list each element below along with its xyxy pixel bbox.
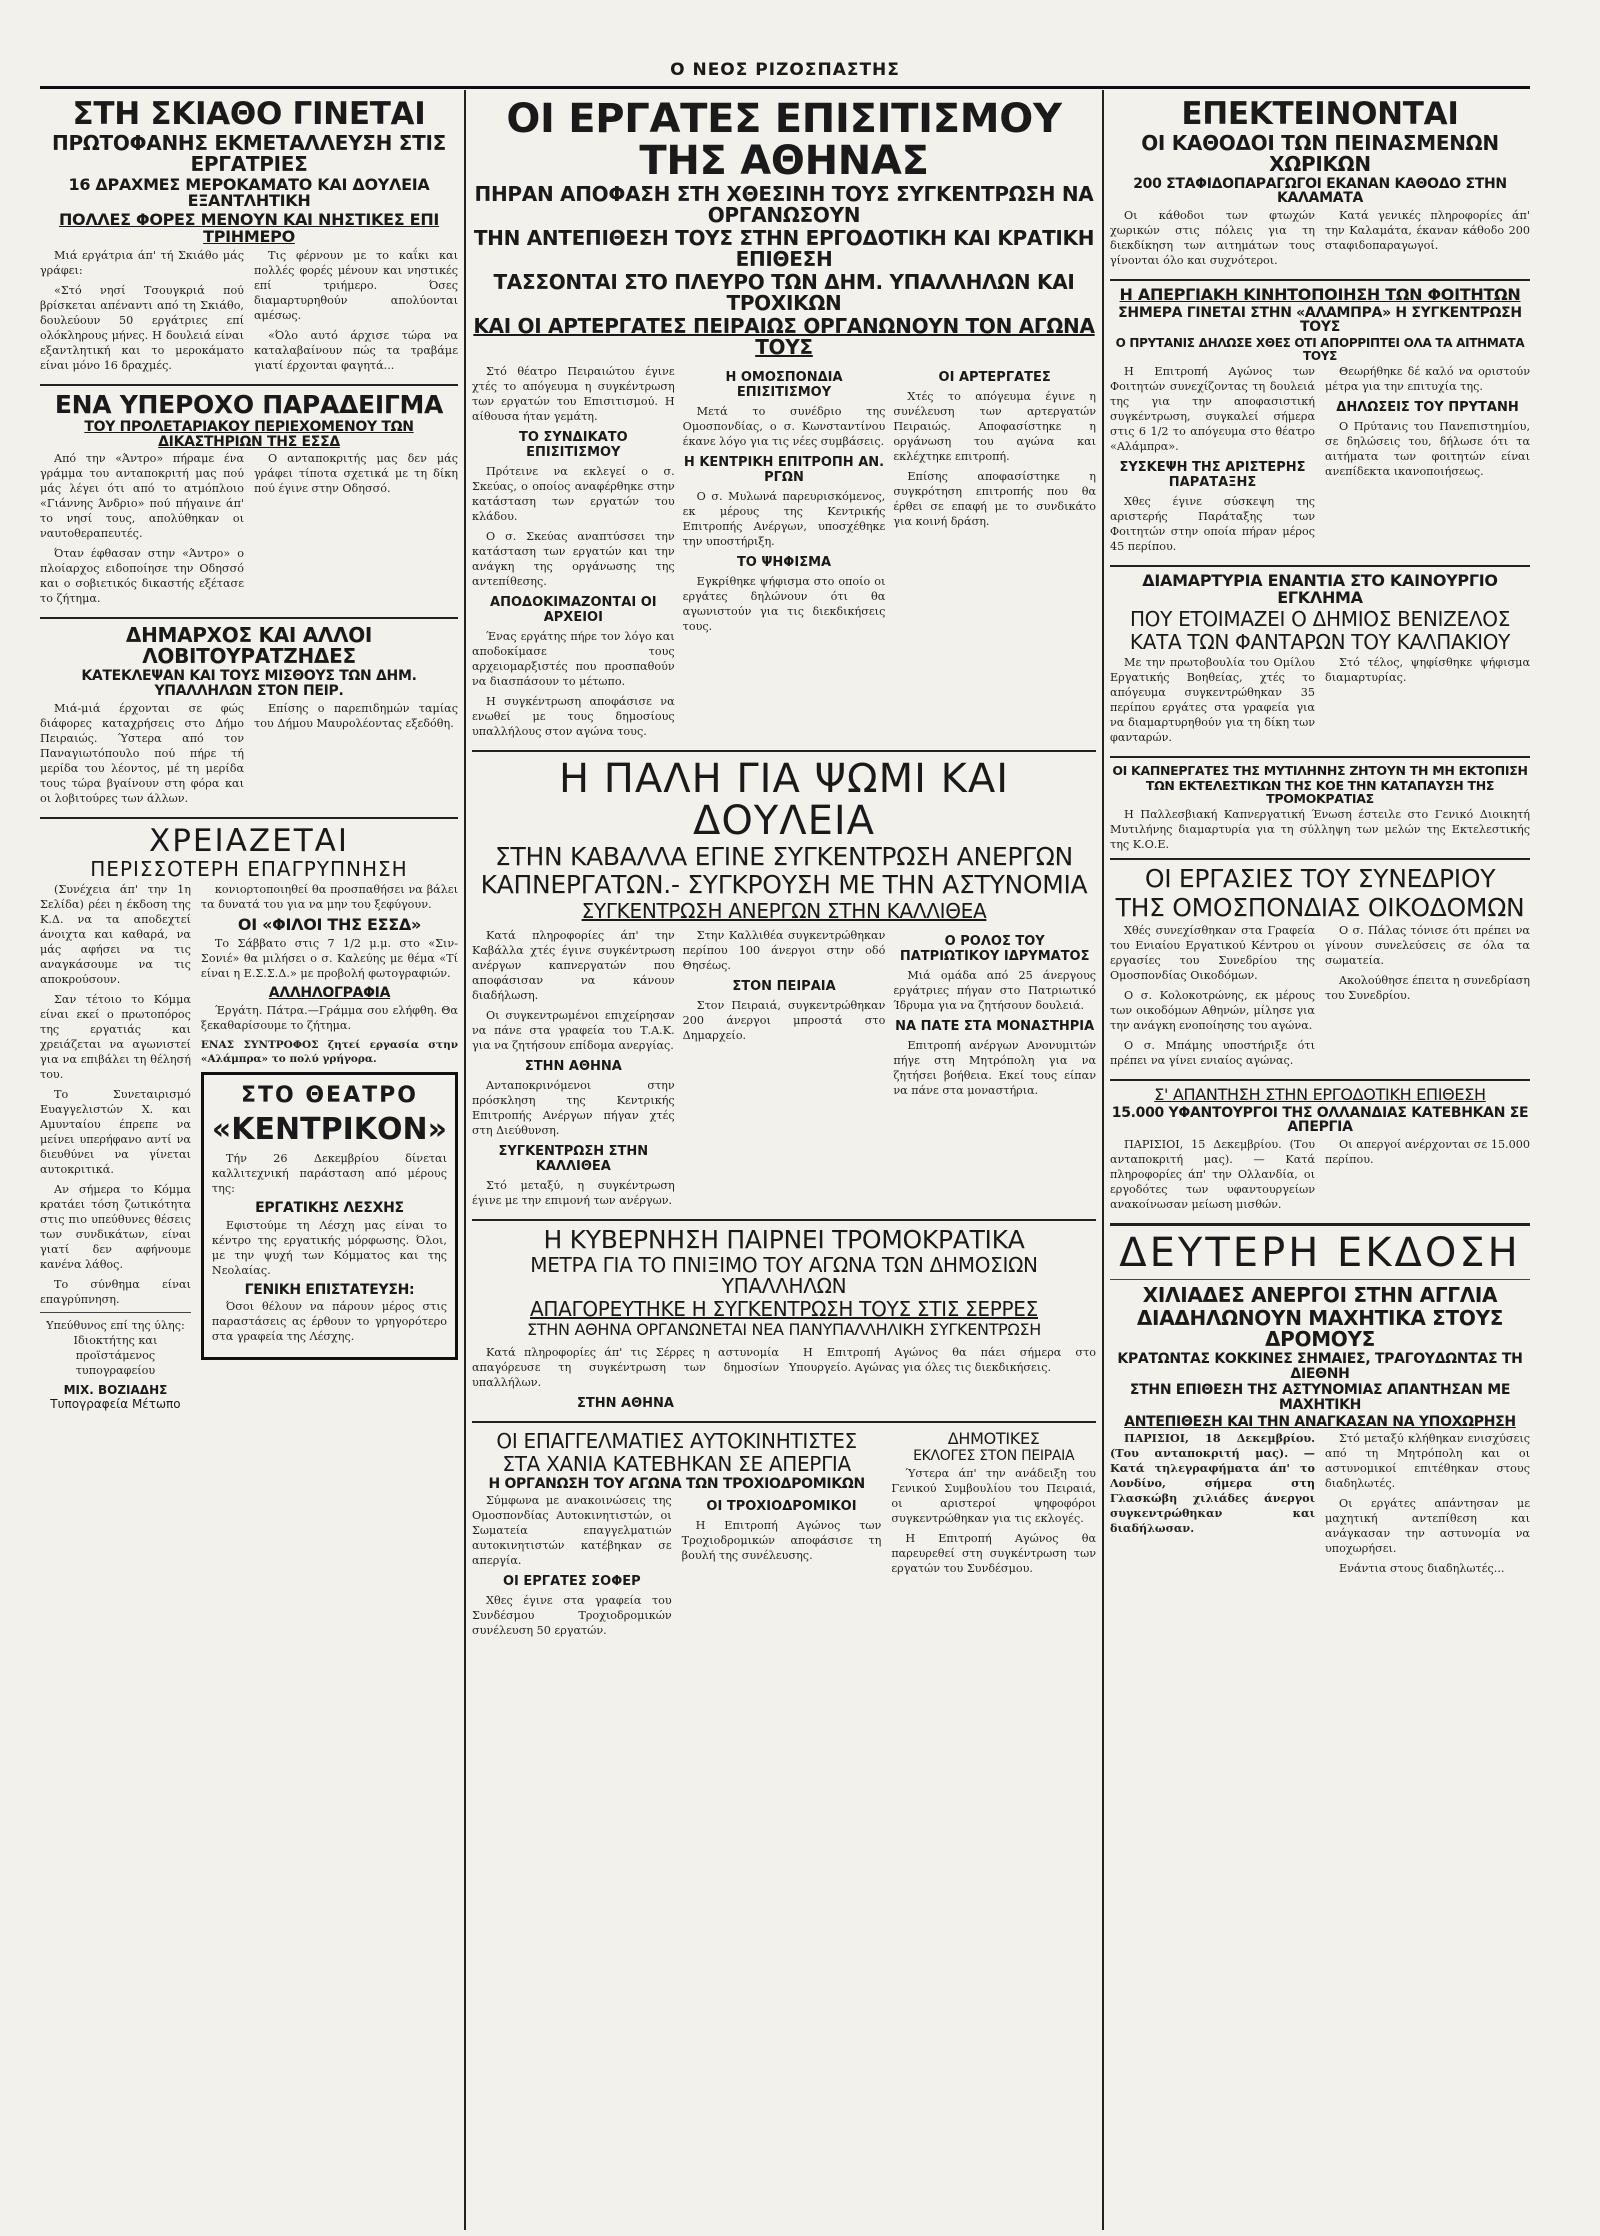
subheading: ΤΟ ΨΗΦΙΣΜΑ	[736, 555, 832, 570]
article-mytilene	[1110, 764, 1530, 852]
article-elections	[891, 1429, 1096, 1644]
paragraph: Μετά το συνέδριο της Ομοσπονδίας, ο σ. Κωνσταντίνου έκανε λόγο για τις νέες συμβάσεις.	[682, 405, 886, 448]
headline: ΕΡΓΑΤΙΚΗΣ ΛΕΣΧΗΣ	[255, 1199, 404, 1216]
headline: ΣΤΗΝ ΑΘΗΝΑ ΟΡΓΑΝΩΝΕΤΑΙ ΝΕΑ ΠΑΝΥΠΑΛΛΗΛΙΚΗ ΣΥΓΚΕΝΤΡΩΣΗ	[527, 1319, 1041, 1339]
paragraph: Η Επιτροπή Αγώνος των Φοιτητών συνεχίζοντας τη δουλειά της για την αποφασιστική συγκέντρωση, συγκαλεί σήμερα στις 6 1/2 το απόγευμα στο θέατρο «Αλάμπρα».	[1110, 365, 1315, 454]
paragraph: ΠΑΡΙΣΙΟΙ, 18 Δεκεμβρίου. (Του ανταποκριτή μας). — Κατά τηλεγραφήματα άπ' το Λονδίνο, σήμερα στη Γλασκώβη χιλιάδες άνεργοι συγκεντρώθηκαν και διαδήλωσαν.	[1110, 1431, 1315, 1536]
subheading: ΑΠΟΔΟΚΙΜΑΖΟΝΤΑΙ ΟΙ ΑΡΧΕΙΟΙ	[490, 595, 657, 625]
headline: ΚΑΙ ΟΙ ΑΡΤΕΡΓΑΤΕΣ ΠΕΙΡΑΙΩΣ ΟΡΓΑΝΩΝΟΥΝ ΤΟΝ ΑΓΩΝΑ ΤΟΥΣ	[473, 314, 1095, 359]
article-students	[1110, 284, 1530, 559]
imprint-printer: Τυπογραφεία Μέτωπο	[50, 1397, 181, 1412]
paragraph: Οι απεργοί ανέρχονται σε 15.000 περίπου.	[1325, 1137, 1530, 1166]
paragraph: Οι εργάτες απάντησαν με μαχητική αντεπίθεση και ανάγκασαν την αστυνομία να υποχωρήσει.	[1325, 1497, 1530, 1556]
paragraph: Ενάντια στους διαδηλωτές...	[1339, 1562, 1505, 1576]
headline: ΑΛΛΗΛΟΓΡΑΦΙΑ	[268, 985, 391, 1002]
paragraph: Στην Καλλιθέα συγκεντρώθηκαν περίπου 100 άνεργοι στην οδό Θησέως.	[682, 928, 886, 972]
divider	[40, 384, 458, 386]
paragraph: Κατά πληροφορίες άπ' την Καβάλλα χτές έγινε συγκέντρωση ανέργων καπνεργατών που αποφάσισαν να κάνουν διαδήλωση.	[472, 928, 675, 1002]
paragraph: (Συνέχεια άπ' την 1η Σελίδα) ρέει η έκδοση της Κ.Δ. να τα αποδεχτεί άνοιχτα και καθαρά, να μάς αφήσει να τις αναγκάσουμε να τις αποκρούσουν.	[40, 883, 191, 987]
article-drivers	[472, 1429, 881, 1644]
headline: Η ΟΡΓΑΝΩΣΗ ΤΟΥ ΑΓΩΝΑ ΤΩΝ ΤΡΟΧΙΟΔΡΟΜΙΚΩΝ	[488, 1475, 865, 1492]
paragraph: Μιά ομάδα από 25 άνεργους εργάτριες πήγαν στο Πατριωτικό Ίδρυμα για να ζητήσουν δουλειά.	[893, 968, 1096, 1012]
paragraph: κονιορτοποιηθεί θα προσπαθήσει να βάλει τα δυνατά του για να μην του ξεφύγουν.	[200, 883, 458, 912]
headline: ΤΗΣ ΟΜΟΣΠΟΝΔΙΑΣ ΟΙΚΟΔΟΜΩΝ	[1115, 892, 1525, 922]
column-rule-right	[1102, 90, 1104, 2230]
headline: 200 ΣΤΑΦΙΔΟΠΑΡΑΓΩΓΟΙ ΕΚΑΝΑΝ ΚΑΘΟΔΟ ΣΤΗΝ ΚΑΛΑΜΑΤΑ	[1133, 175, 1507, 207]
subheading: Η ΚΕΝΤΡΙΚΗ ΕΠΙΤΡΟΠΗ ΑΝ. ΡΓΩΝ	[683, 455, 885, 485]
divider	[472, 750, 1096, 752]
paragraph: Ακολούθησε έπειτα η συνεδρίαση του Συνεδρίου.	[1325, 973, 1530, 1002]
subheading: ΟΙ ΑΡΤΕΡΓΑΤΕΣ	[938, 370, 1051, 385]
headline: ΣΤΗΝ ΚΑΒΑΛΛΑ ΕΓΙΝΕ ΣΥΓΚΕΝΤΡΩΣΗ ΑΝΕΡΓΩΝ	[495, 842, 1073, 871]
article-vigilance	[40, 822, 458, 1412]
paragraph: ΠΑΡΙΣΙΟΙ, 15 Δεκεμβρίου. (Του ανταποκριτή μας). — Κατά πληροφορίες άπ' την Ολλανδία, οι εργοδότες των υφαντουργείων ανακοίνωσαν μείωση μισθών.	[1110, 1137, 1315, 1211]
subheading: ΣΤΗΝ ΑΘΗΝΑ	[524, 1058, 622, 1074]
paragraph: Επίσης ο παρεπιδημών ταμίας του Δήμου Μαυρολέοντας εξεδόθη.	[254, 701, 458, 730]
article-peasants	[1110, 98, 1530, 273]
headline: Σ' ΑΠΑΝΤΗΣΗ ΣΤΗΝ ΕΡΓΟΔΟΤΙΚΗ ΕΠΙΘΕΣΗ	[1154, 1084, 1486, 1104]
headline: ΟΙ ΚΑΠΝΕΡΓΑΤΕΣ ΤΗΣ ΜΥΤΙΛΗΝΗΣ ΖΗΤΟΥΝ ΤΗ ΜΗ ΕΚΤΟΠΙΣΗ	[1112, 762, 1528, 778]
paragraph: Στό μεταξύ κλήθηκαν ενισχύσεις από τη Μητρόπολη και οι αστυνομικοί επιτέθηκαν στους διαδηλωτές.	[1325, 1432, 1530, 1491]
subheading: ΣΤΗΝ ΑΘΗΝΑ	[577, 1395, 674, 1411]
paragraph: Στό μεταξύ, η συγκέντρωση έγινε με την επιμονή των ανέργων.	[472, 1178, 675, 1207]
headline: ΑΝΤΕΠΙΘΕΣΗ ΚΑΙ ΤΗΝ ΑΝΑΓΚΑΣΑΝ ΝΑ ΥΠΟΧΩΡΗΣΗ	[1124, 1413, 1516, 1430]
edition-headline: ΔΕΥΤΕΡΗ ΕΚΔΟΣΗ	[1119, 1229, 1521, 1276]
subheading: ΝΑ ΠΑΤΕ ΣΤΑ ΜΟΝΑΣΤΗΡΙΑ	[895, 1018, 1095, 1034]
paragraph: Ο ανταποκριτής μας δεν μάς γράφει τίποτα σχετικά με τη δίκη πού έγινε στην Οδησσό.	[254, 452, 458, 496]
paragraph: Κατά γενικές πληροφορίες άπ' την Καλαμάτα, έκαναν κάθοδο 200 σταφιδοπαραγωγοί.	[1325, 208, 1530, 252]
paragraph: Σαν τέτοιο το Κόμμα είναι εκεί ο πρωτοπόρος της εργατιάς και χρειάζεται να αγωνιστεί για να επιβάλει τη θέλησή του.	[40, 993, 191, 1082]
subheading: Η ΟΜΟΣΠΟΝΔΙΑ ΕΠΙΣΙΤΙΣΜΟΥ	[725, 370, 843, 400]
paragraph: Μιά-μιά έρχονται σε φώς διάφορες καταχρήσεις στο Δήμο Πειραιώς. Ύστερα από τον Παναγιωτόπουλο πού πήρε τή μερίδα του λέοντος, μέ τη μερίδα τους τώρα βγαίνουν στη φόρα και οι λοβιτούρες των άλλων.	[40, 701, 244, 805]
divider	[1110, 858, 1530, 860]
paragraph: Πρότεινε να εκλεγεί ο σ. Σκεύας, ο οποίος αναφέρθηκε στην κατάσταση των εργατών του κλάδου.	[472, 465, 675, 523]
subheading: ΤΟ ΣΥΝΔΙΚΑΤΟ ΕΠΙΣΙΤΙΣΜΟΥ	[519, 430, 628, 460]
divider	[40, 617, 458, 619]
imprint-label: Υπεύθυνος επί της ύλης: Ιδιοκτήτης και προϊστάμενος τυπογραφείου	[46, 1319, 185, 1378]
paragraph: Αν σήμερα το Κόμμα κρατάει τόση ζωτικότητα στις πιο υπεύθυνες θέσεις των συνδικάτων, είναι γιατί δεν αφήνουμε κανένα λάθος.	[40, 1183, 191, 1272]
paragraph: Επιτροπή ανέργων Ανονυμιτών πήγε στη Μητρόπολη για να ζητήσει βοήθεια. Εκεί τους είπαν να πάνε στα μοναστήρια.	[893, 1038, 1096, 1097]
headline: ΚΑΤΑ ΤΩΝ ΦΑΝΤΑΡΩΝ ΤΟΥ ΚΑΛΠΑΚΙΟΥ	[1129, 629, 1511, 654]
headline: ΣΤΑ ΧΑΝΙΑ ΚΑΤΕΒΗΚΑΝ ΣΕ ΑΠΕΡΓΙΑ	[502, 1451, 851, 1476]
paragraph: Ο σ. Μυλωνά παρευρισκόμενος, εκ μέρους της Κεντρικής Επιτροπής Ανέργων, υποσχέθηκε την υποστήριξη.	[682, 490, 886, 548]
paragraph: Χτές το απόγευμα έγινε η συνέλευση των αρτεργατών Πειραιώς. Αποφασίστηκε η οργάνωση του αγώνα και εκλέχτηκε επιτροπή.	[893, 390, 1096, 463]
paragraph: Θεωρήθηκε δέ καλό να οριστούν μέτρα για την επιτυχία της.	[1325, 365, 1530, 394]
headline: ΔΙΑΔΗΛΩΝΟΥΝ ΜΑΧΗΤΙΚΑ ΣΤΟΥΣ ΔΡΟΜΟΥΣ	[1136, 1305, 1504, 1351]
headline: ΟΙ ΕΠΑΓΓΕΛΜΑΤΙΕΣ ΑΥΤΟΚΙΝΗΤΙΣΤΕΣ	[496, 1428, 857, 1453]
headline: ΠΕΡΙΣΣΟΤΕΡΗ ΕΠΑΓΡΥΠΝΗΣΗ	[90, 857, 408, 882]
headline: ΤΗΝ ΑΝΤΕΠΙΘΕΣΗ ΤΟΥΣ ΣΤΗΝ ΕΡΓΟΔΟΤΙΚΗ ΚΑΙ ΚΡΑΤΙΚΗ ΕΠΙΘΕΣΗ	[473, 226, 1095, 271]
headline: ΤΑΣΣΟΝΤΑΙ ΣΤΟ ΠΛΕΥΡΟ ΤΩΝ ΔΗΜ. ΥΠΑΛΛΗΛΩΝ ΚΑΙ ΤΡΟΧΙΚΩΝ	[493, 270, 1075, 315]
paragraph: Τήν 26 Δεκεμβρίου δίνεται καλλιτεχνική παράσταση από μέρους της:	[211, 1151, 447, 1195]
headline: ΕΚΛΟΓΕΣ ΣΤΟΝ ΠΕΙΡΑΙΑ	[913, 1448, 1075, 1465]
paragraph: Ένας εργάτης πήρε τον λόγο και αποδοκίμασε τους αρχειομαρξιστές που προσπαθούν να διασπάσουν το μέτωπο.	[472, 630, 675, 688]
paragraph: Η Επιτροπή Αγώνος των Τροχιοδρομικών αποφάσισε τη βουλή της συνέλευσης.	[681, 1519, 882, 1563]
headline: ΧΡΕΙΑΖΕΤΑΙ	[149, 822, 349, 859]
article-builders	[1110, 866, 1530, 1073]
paragraph: Έργάτη. Πάτρα.—Γράμμα σου ελήφθη. Θα ξεκαθαρίσουμε το ζήτημα.	[200, 1003, 458, 1032]
headline: ΚΑΤΕΚΛΕΨΑΝ ΚΑΙ ΤΟΥΣ ΜΙΣΘΟΥΣ ΤΩΝ ΔΗΜ. ΥΠΑΛΛΗΛΩΝ ΣΤΟΝ ΠΕΙΡ.	[81, 668, 417, 700]
headline: ΟΙ ΚΑΘΟΔΟΙ ΤΩΝ ΠΕΙΝΑΣΜΕΝΩΝ ΧΩΡΙΚΩΝ	[1141, 130, 1499, 176]
subheading: ΣΥΓΚΕΝΤΡΩΣΗ ΣΤΗΝ ΚΑΛΛΙΘΕΑ	[498, 1143, 649, 1174]
article-bread-and-work	[472, 758, 1096, 1213]
paragraph: Το σύνθημα είναι επαγρύπνηση.	[40, 1278, 191, 1307]
paragraph: Με την πρωτοβουλία του Ομίλου Εργατικής Βοηθείας, χτές το απόγευμα συγκεντρώθηκαν 35 περίπου εργάτες στα γραφεία για να διαμαρτυρηθούν για τη δίκη των φανταρών.	[1110, 655, 1315, 744]
theatre-box	[201, 1072, 458, 1360]
paragraph: Ύστερα άπ' την ανάδειξη του Γενικού Συμβουλίου του Πειραιά, οι αριστεροί ψηφοφόροι συγκεντρώθηκαν για τις εκλογές.	[891, 1467, 1096, 1526]
paragraph: Το Συνεταιρισμό Ευαγγελιστών Χ. και Αμυνταίου έπρεπε να μείνει υπερήφανο αντί να διευθύνει να γίνεται αυτοκριτικά.	[40, 1088, 191, 1177]
bottom-center-row	[472, 1429, 1096, 1644]
paragraph: Ο σ. Κολοκοτρώνης, εκ μέρους των οικοδόμων Αθηνών, μίλησε για την ανάγκη ενοποίησης του αγώνα.	[1110, 988, 1315, 1032]
headline: ΕΝΑ ΥΠΕΡΟΧΟ ΠΑΡΑΔΕΙΓΜΑ	[54, 389, 444, 419]
paragraph: Στον Πειραιά, συγκεντρώθηκαν 200 άνεργοι μπροστά στο Δημαρχείο.	[682, 998, 886, 1042]
paragraph: Χθές συνεχίσθηκαν στα Γραφεία του Ενιαίου Εργατικού Κέντρου οι εργασίες του Συνεδρίου της Ομοσπονδίας Οικοδόμων.	[1110, 923, 1315, 982]
headline: Η ΚΥΒΕΡΝΗΣΗ ΠΑΙΡΝΕΙ ΤΡΟΜΟΚΡΑΤΙΚΑ	[543, 1224, 1025, 1254]
theatre-name: «ΚΕΝΤΡΙΚΟΝ»	[211, 1111, 447, 1147]
column-rule-left	[464, 90, 466, 2230]
headline: ΣΗΜΕΡΑ ΓΙΝΕΤΑΙ ΣΤΗΝ «ΑΛΑΜΠΡΑ» Η ΣΥΓΚΕΝΤΡΩΣΗ ΤΟΥΣ	[1118, 304, 1522, 336]
headline: ΧΙΛΙΑΔΕΣ ΑΝΕΡΓΟΙ ΣΤΗΝ ΑΓΓΛΙΑ	[1142, 1282, 1498, 1307]
subheading: ΔΗΛΩΣΕΙΣ ΤΟΥ ΠΡΥΤΑΝΗ	[1336, 400, 1519, 416]
paragraph: Ο σ. Πάλας τόνισε ότι πρέπει να γίνουν συνελεύσεις σε όλα τα σωματεία.	[1325, 923, 1530, 967]
subheading: ΣΥΣΚΕΨΗ ΤΗΣ ΑΡΙΣΤΕΡΗΣ ΠΑΡΑΤΑΞΗΣ	[1119, 460, 1306, 491]
paragraph: Όταν έφθασαν στην «Άντρο» ο πλοίαρχος ειδοποίησε την Οδησσό και ο σοβιετικός δικαστής εξέτασε το ζήτημα.	[40, 547, 244, 606]
center-column	[472, 96, 1096, 2226]
article-netherlands	[1110, 1084, 1530, 1217]
paragraph: Όσοι θέλουν να πάρουν μέρος στις παραστάσεις ας έρθουν το γρηγορότερο στα γραφεία της Λέσχης.	[211, 1300, 447, 1344]
headline: Η ΑΠΕΡΓΙΑΚΗ ΚΙΝΗΤΟΠΟΙΗΣΗ ΤΩΝ ΦΟΙΤΗΤΩΝ	[1119, 284, 1521, 304]
divider	[1110, 756, 1530, 758]
article-england	[1110, 1229, 1530, 1581]
paragraph: Χθες έγινε στα γραφεία του Συνδέσμου Τροχιοδρομικών συνέλευση 50 εργατών.	[472, 1594, 672, 1638]
right-column	[1110, 96, 1530, 2226]
paragraph: Στό τέλος, ψηφίσθηκε ψήφισμα διαμαρτυρίας.	[1325, 655, 1530, 684]
masthead-title: Ο ΝΕΟΣ ΡΙΖΟΣΠΑΣΤΗΣ	[670, 60, 900, 80]
headline: Ο ΠΡΥΤΑΝΙΣ ΔΗΛΩΣΕ ΧΘΕΣ ΟΤΙ ΑΠΟΡΡΙΠΤΕΙ ΟΛΑ ΤΑ ΑΙΤΗΜΑΤΑ ΤΟΥΣ	[1115, 336, 1525, 363]
paragraph: Ο Πρύτανις του Πανεπιστημίου, σε δηλώσεις του, δήλωσε ότι τα αιτήματα των φοιτητών είναι ανεπίδεκτα ικανοποιήσεως.	[1325, 420, 1530, 479]
headline: ΟΙ ΕΡΓΑΣΙΕΣ ΤΟΥ ΣΥΝΕΔΡΙΟΥ	[1144, 864, 1496, 894]
headline: ΟΙ «ΦΙΛΟΙ ΤΗΣ ΕΣΣΔ»	[237, 915, 422, 935]
paragraph: Επίσης αποφασίστηκε η συγκρότηση επιτροπής που θα έρθει σε επαφή με το συνδικάτο για κοινή δράση.	[893, 470, 1096, 528]
article-mayor	[40, 625, 458, 810]
article-skiathos	[40, 98, 458, 378]
subheading: ΟΙ ΕΡΓΑΤΕΣ ΣΟΦΕΡ	[502, 1574, 641, 1590]
headline: ΑΠΑΓΟΡΕΥΤΗΚΕ Η ΣΥΓΚΕΝΤΡΩΣΗ ΤΟΥΣ ΣΤΙΣ ΣΕΡΡΕΣ	[530, 1296, 1038, 1321]
headline: ΤΩΝ ΕΚΤΕΛΕΣΤΙΚΩΝ ΤΗΣ ΚΟΕ ΤΗΝ ΚΑΤΑΠΑΥΣΗ ΤΗΣ ΤΡΟΜΟΚΡΑΤΙΑΣ	[1145, 778, 1495, 807]
paragraph: Η Επιτροπή Αγώνος θα παρευρεθεί στη συγκέντρωση των εργατών του Συνδέσμου.	[891, 1532, 1096, 1576]
paragraph: ΕΝΑΣ ΣΥΝΤΡΟΦΟΣ ζητεί εργασία στην «Αλάμπρα» το πολύ γρήγορα.	[200, 1038, 458, 1065]
article-food-workers	[472, 98, 1096, 744]
headline: ΠΡΩΤΟΦΑΝΗΣ ΕΚΜΕΤΑΛΛΕΥΣΗ ΣΤΙΣ ΕΡΓΑΤΡΙΕΣ	[52, 130, 446, 176]
headline: ΠΗΡΑΝ ΑΠΟΦΑΣΗ ΣΤΗ ΧΘΕΣΙΝΗ ΤΟΥΣ ΣΥΓΚΕΝΤΡΩΣΗ ΝΑ ΟΡΓΑΝΩΣΟΥΝ	[474, 182, 1094, 227]
paragraph: «Στό νησί Τσουγκριά πού βρίσκεται απέναντι από τη Σκιάθο, δουλεύουν 50 εργάτριες επί ολόκληρους μήνες. Η δουλειά είναι εξαντλητική και το μεροκάματο είναι μόνο 16 δραχμές.	[40, 283, 244, 372]
paragraph: Το Σάββατο στις 7 1/2 μ.μ. στο «Σιν-Σονιέ» θα μιλήσει ο σ. Καλεύης με θέμα «Τί είναι η Ε.Σ.Σ.Δ.» με προβολή φωτογραφιών.	[200, 937, 458, 981]
article-example	[40, 389, 458, 612]
headline: ΟΙ ΕΡΓΑΤΕΣ ΕΠΙΣΙΤΙΣΜΟΥ ΤΗΣ ΑΘΗΝΑΣ	[506, 96, 1062, 184]
subheading: ΟΙ ΤΡΟΧΙΟΔΡΟΜΙΚΟΙ	[706, 1499, 857, 1515]
paragraph: Ο σ. Μπάμης υποστήριξε ότι πρέπει να γίνει ενιαίος αγώνας.	[1110, 1038, 1315, 1067]
divider	[472, 1219, 1096, 1221]
headline: ΚΡΑΤΩΝΤΑΣ ΚΟΚΚΙΝΕΣ ΣΗΜΑΙΕΣ, ΤΡΑΓΟΥΔΩΝΤΑΣ ΤΗ ΔΙΕΘΝΗ	[1117, 1350, 1523, 1382]
paragraph: Η Παλλεσβιακή Καπνεργατική Ένωση έστειλε στο Γενικό Διοικητή Μυτιλήνης διαμαρτυρία για τη σύλληψη των μελών της Εκτελεστικής της Κ.Ο.Ε.	[1110, 808, 1530, 852]
divider	[1110, 1223, 1530, 1226]
headline: ΜΕΤΡΑ ΓΙΑ ΤΟ ΠΝΙΞΙΜΟ ΤΟΥ ΑΓΩΝΑ ΤΩΝ ΔΗΜΟΣΙΩΝ ΥΠΑΛΛΗΛΩΝ	[530, 1252, 1038, 1298]
masthead	[40, 60, 1530, 89]
article-government	[472, 1224, 1096, 1415]
paragraph: Η Επιτροπή Αγώνος θα πάει σήμερα στο Υπουργείο. Αγώνας για όλες τις διεκδικήσεις.	[789, 1345, 1096, 1374]
theatre-title: ΣΤΟ ΘΕΑΤΡΟ	[240, 1082, 418, 1108]
left-column	[40, 96, 458, 2226]
subheading: Ο ΡΟΛΟΣ ΤΟΥ ΠΑΤΡΙΩΤΙΚΟΥ ΙΔΡΥΜΑΤΟΣ	[899, 933, 1090, 964]
paragraph: Σύμφωνα με ανακοινώσεις της Ομοσπονδίας Αυτοκινητιστών, οι Σωματεία επαγγελματιών αυτοκινητιστών κατέβηκαν σε απεργία.	[472, 1494, 672, 1568]
headline: ΔΗΜΟΤΙΚΕΣ	[947, 1428, 1040, 1448]
article-protest	[1110, 573, 1530, 750]
divider	[1110, 1279, 1530, 1280]
headline: Η ΠΑΛΗ ΓΙΑ ΨΩΜΙ ΚΑΙ ΔΟΥΛΕΙΑ	[558, 756, 1009, 844]
paragraph: «Όλο αυτό άρχισε τώρα να καταλαβαίνουν πώς τα τραβάμε γιατί έρχονται φαγητά...	[254, 328, 458, 372]
headline: ΕΠΕΚΤΕΙΝΟΝΤΑΙ	[1181, 96, 1459, 132]
headline: ΠΟΥ ΕΤΟΙΜΑΖΕΙ Ο ΔΗΜΙΟΣ ΒΕΝΙΖΕΛΟΣ	[1129, 606, 1511, 631]
headline: 16 ΔΡΑΧΜΕΣ ΜΕΡΟΚΑΜΑΤΟ ΚΑΙ ΔΟΥΛΕΙΑ ΕΞΑΝΤΛΗΤΙΚΗ	[68, 174, 430, 211]
headline: ΠΟΛΛΕΣ ΦΟΡΕΣ ΜΕΝΟΥΝ ΚΑΙ ΝΗΣΤΙΚΕΣ ΕΠΙ ΤΡΙΗΜΕΡΟ	[58, 210, 440, 246]
paragraph: Τις φέρνουν με το καΐκι και πολλές φορές μένουν και νηστικές επί τριήμερο. Όσες διαμαρτυρηθούν απολύονται αμέσως.	[254, 248, 458, 322]
paragraph: Η συγκέντρωση αποφάσισε να ενωθεί με τους δημοσίους υπαλλήλους στον αγώνα τους.	[472, 695, 675, 738]
headline: ΔΙΑΜΑΡΤΥΡΙΑ ΕΝΑΝΤΙΑ ΣΤΟ ΚΑΙΝΟΥΡΓΙΟ ΕΓΚΛΗΜΑ	[1142, 571, 1498, 608]
paragraph: Στό θέατρο Πειραιώτου έγινε χτές το απόγευμα η συγκέντρωση των εργατών του Επισιτισμού. Η αίθουσα ήταν γεμάτη.	[472, 365, 675, 423]
divider	[40, 817, 458, 819]
divider	[1110, 1079, 1530, 1081]
paragraph: Οι κάθοδοι των φτωχών χωρικών στις πόλεις για τη διεκδίκηση των αιτημάτων τους γίνονται όλο και συχνότεροι.	[1110, 208, 1315, 267]
paragraph: Κατά πληροφορίες άπ' τις Σέρρες η αστυνομία απαγόρευσε τη συγκέντρωση των δημοσίων υπαλλήλων.	[472, 1345, 779, 1389]
imprint-name: ΜΙΧ. ΒΟΖΙΑΔΗΣ	[63, 1383, 168, 1398]
paragraph: Χθες έγινε σύσκεψη της αριστερής Παράταξης των Φοιτητών στην οποία πήραν μέρος 45 περίπου.	[1110, 495, 1315, 554]
divider	[1110, 565, 1530, 567]
headline: ΔΗΜΑΡΧΟΣ ΚΑΙ ΑΛΛΟΙ ΛΟΒΙΤΟΥΡΑΤΖΗΔΕΣ	[125, 623, 373, 669]
headline: ΓΕΝΙΚΗ ΕΠΙΣΤΑΤΕΥΣΗ:	[244, 1281, 415, 1298]
headline: 15.000 ΥΦΑΝΤΟΥΡΓΟΙ ΤΗΣ ΟΛΛΑΝΔΙΑΣ ΚΑΤΕΒΗΚΑΝ ΣΕ ΑΠΕΡΓΙΑ	[1111, 1104, 1529, 1136]
paragraph: Οι συγκεντρωμένοι επιχείρησαν να πάνε στα γραφεία του Τ.Α.Κ. για να ζητήσουν επίδομα ανεργίας.	[472, 1008, 675, 1052]
paragraph: Εφιστούμε τη Λέσχη μας είναι το κέντρο της εργατικής μόρφωσης. Όλοι, με την ψυχή των Κόμματος και της Νεολαίας.	[211, 1218, 447, 1277]
divider	[1110, 279, 1530, 281]
paragraph: Από την «Άντρο» πήραμε ένα γράμμα του ανταποκριτή μας πού μάς λέγει ότι από το ατμόπλοιο «Γιάννης Άνδριο» πού πήγαινε άπ' το νησί τους, απολύθηκαν οι ναυτοθεραπευτές.	[40, 452, 244, 541]
headline: ΣΥΓΚΕΝΤΡΩΣΗ ΑΝΕΡΓΩΝ ΣΤΗΝ ΚΑΛΛΙΘΕΑ	[581, 898, 987, 923]
divider	[40, 1312, 191, 1313]
headline: ΣΤΗΝ ΕΠΙΘΕΣΗ ΤΗΣ ΑΣΤΥΝΟΜΙΑΣ ΑΠΑΝΤΗΣΑΝ ΜΕ ΜΑΧΗΤΙΚΗ	[1129, 1382, 1511, 1413]
subheading: ΣΤΟΝ ΠΕΙΡΑΙΑ	[732, 978, 836, 994]
paragraph: Εγκρίθηκε ψήφισμα στο οποίο οι εργάτες δηλώνουν ότι θα αγωνιστούν για τις διεκδικήσεις τους.	[682, 575, 886, 633]
headline: ΚΑΠΝΕΡΓΑΤΩΝ.- ΣΥΓΚΡΟΥΣΗ ΜΕ ΤΗΝ ΑΣΤΥΝΟΜΙΑ	[480, 870, 1088, 900]
divider	[472, 1421, 1096, 1423]
paragraph: Ο σ. Σκεύας αναπτύσσει την κατάσταση των εργατών και την ανάγκη της οργάνωσης της αντεπίθεσης.	[472, 530, 675, 588]
paragraph: Ανταποκρινόμενοι στην πρόσκληση της Κεντρικής Επιτροπής Ανέργων πήγαν χτές στη Διεύθυνση.	[472, 1078, 675, 1137]
paragraph: Μιά εργάτρια άπ' τή Σκιάθο μάς γράφει:	[40, 248, 244, 277]
headline: ΤΟΥ ΠΡΟΛΕΤΑΡΙΑΚΟΥ ΠΕΡΙΕΧΟΜΕΝΟΥ ΤΩΝ ΔΙΚΑΣΤΗΡΙΩΝ ΤΗΣ ΕΣΣΔ	[84, 418, 414, 450]
headline: ΣΤΗ ΣΚΙΑΘΟ ΓΙΝΕΤΑΙ	[72, 96, 426, 132]
